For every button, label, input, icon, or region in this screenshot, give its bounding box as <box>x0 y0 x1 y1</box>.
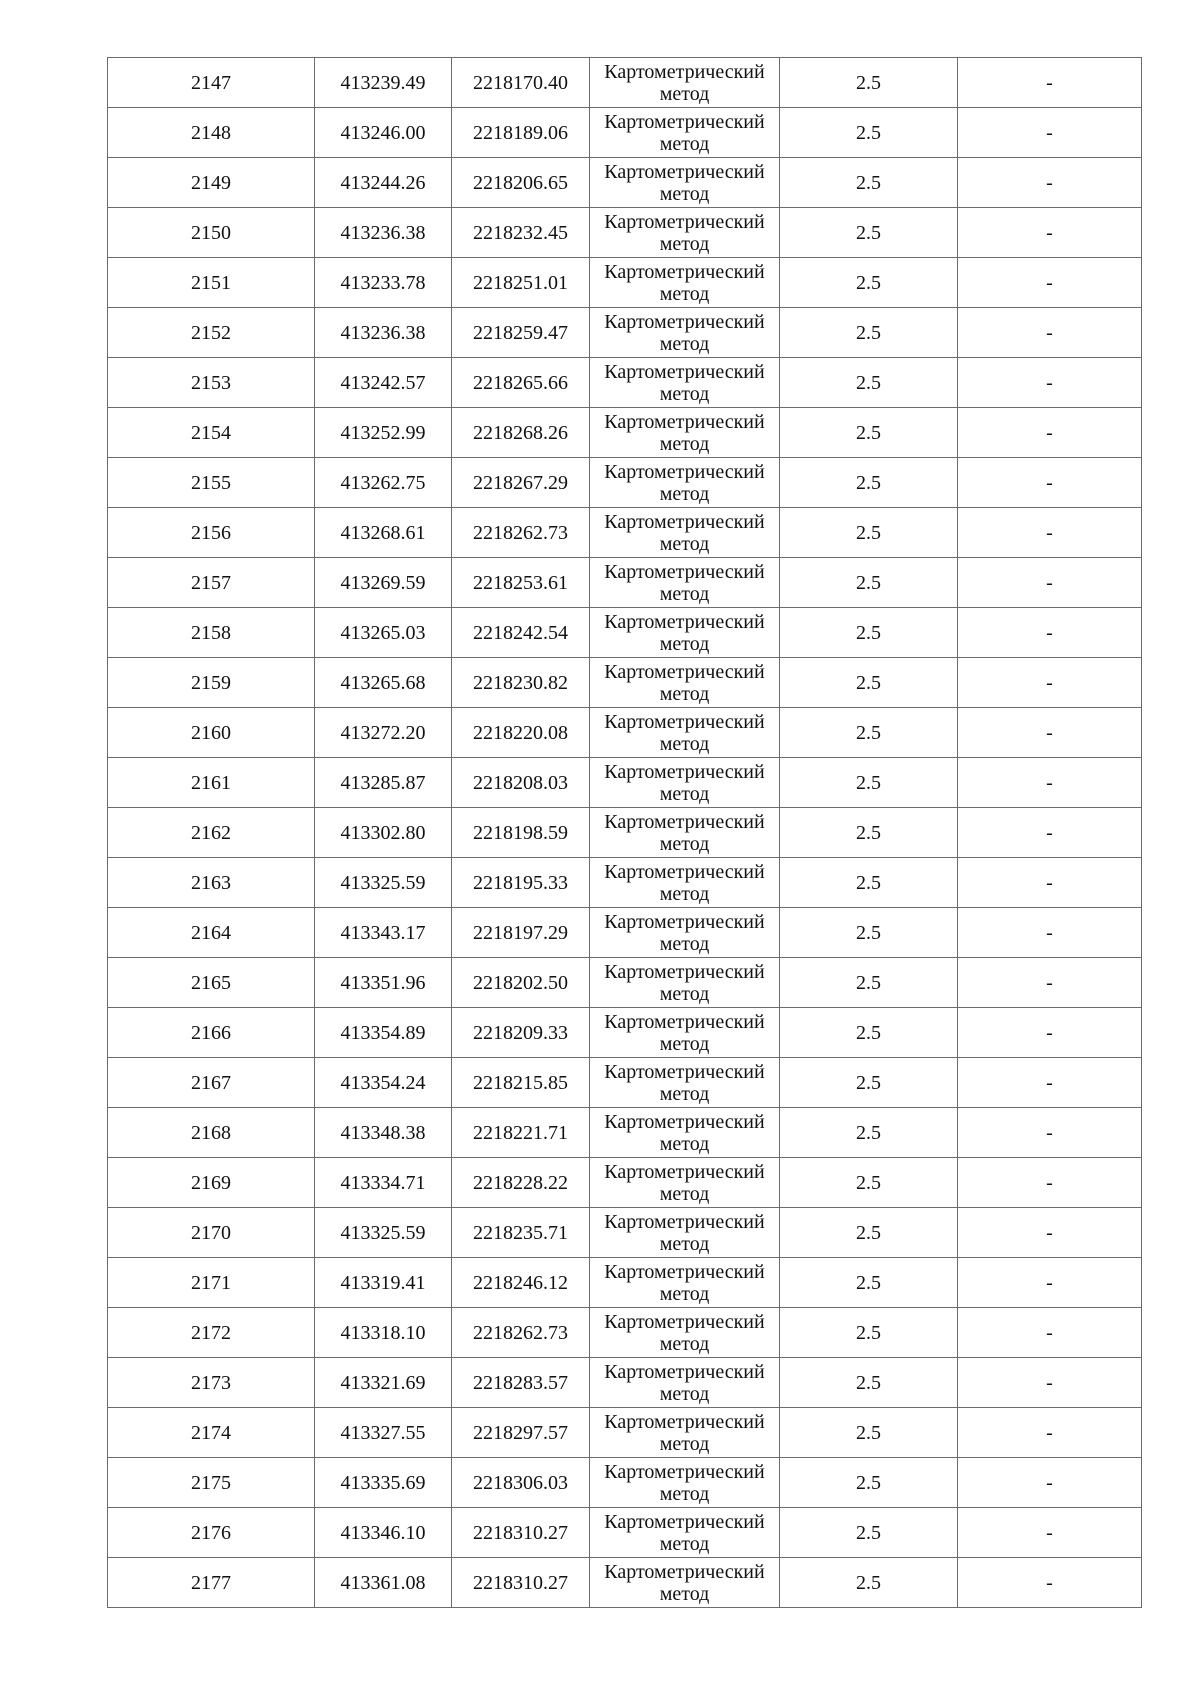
note-cell: - <box>958 1058 1142 1108</box>
accuracy-cell: 2.5 <box>780 908 958 958</box>
accuracy-cell: 2.5 <box>780 558 958 608</box>
y-coordinate-cell: 2218170.40 <box>452 58 590 108</box>
y-coordinate-cell: 2218195.33 <box>452 858 590 908</box>
table-row <box>108 758 1142 808</box>
point-number-cell: 2153 <box>108 358 315 408</box>
y-coordinate-cell: 2218232.45 <box>452 208 590 258</box>
table-row <box>108 108 1142 158</box>
point-number-cell: 2172 <box>108 1308 315 1358</box>
point-number-cell: 2147 <box>108 58 315 108</box>
x-coordinate-cell: 413321.69 <box>315 1358 452 1408</box>
note-cell: - <box>958 1308 1142 1358</box>
y-coordinate-cell: 2218202.50 <box>452 958 590 1008</box>
accuracy-cell: 2.5 <box>780 608 958 658</box>
point-number-cell: 2161 <box>108 758 315 808</box>
method-cell: Картометрический метод <box>590 758 780 808</box>
y-coordinate-cell: 2218297.57 <box>452 1408 590 1458</box>
note-cell: - <box>958 1008 1142 1058</box>
y-coordinate-cell: 2218262.73 <box>452 508 590 558</box>
method-cell: Картометрический метод <box>590 608 780 658</box>
point-number-cell: 2176 <box>108 1508 315 1558</box>
note-cell: - <box>958 58 1142 108</box>
y-coordinate-cell: 2218268.26 <box>452 408 590 458</box>
method-cell: Картометрический метод <box>590 258 780 308</box>
y-coordinate-cell: 2218251.01 <box>452 258 590 308</box>
accuracy-cell: 2.5 <box>780 1458 958 1508</box>
note-cell: - <box>958 858 1142 908</box>
point-number-cell: 2167 <box>108 1058 315 1108</box>
note-cell: - <box>958 108 1142 158</box>
table-row <box>108 1258 1142 1308</box>
point-number-cell: 2175 <box>108 1458 315 1508</box>
accuracy-cell: 2.5 <box>780 1208 958 1258</box>
table-row <box>108 1158 1142 1208</box>
accuracy-cell: 2.5 <box>780 1558 958 1608</box>
x-coordinate-cell: 413325.59 <box>315 858 452 908</box>
point-number-cell: 2165 <box>108 958 315 1008</box>
method-cell: Картометрический метод <box>590 358 780 408</box>
x-coordinate-cell: 413361.08 <box>315 1558 452 1608</box>
x-coordinate-cell: 413318.10 <box>315 1308 452 1358</box>
table-row <box>108 1108 1142 1158</box>
y-coordinate-cell: 2218235.71 <box>452 1208 590 1258</box>
method-cell: Картометрический метод <box>590 908 780 958</box>
note-cell: - <box>958 158 1142 208</box>
method-cell: Картометрический метод <box>590 458 780 508</box>
accuracy-cell: 2.5 <box>780 658 958 708</box>
point-number-cell: 2149 <box>108 158 315 208</box>
table-row <box>108 158 1142 208</box>
table-row <box>108 1308 1142 1358</box>
table-row <box>108 1558 1142 1608</box>
y-coordinate-cell: 2218209.33 <box>452 1008 590 1058</box>
table-row <box>108 858 1142 908</box>
x-coordinate-cell: 413236.38 <box>315 308 452 358</box>
accuracy-cell: 2.5 <box>780 1258 958 1308</box>
y-coordinate-cell: 2218198.59 <box>452 808 590 858</box>
x-coordinate-cell: 413268.61 <box>315 508 452 558</box>
point-number-cell: 2162 <box>108 808 315 858</box>
point-number-cell: 2158 <box>108 608 315 658</box>
accuracy-cell: 2.5 <box>780 858 958 908</box>
x-coordinate-cell: 413265.03 <box>315 608 452 658</box>
table-row <box>108 1058 1142 1108</box>
x-coordinate-cell: 413252.99 <box>315 408 452 458</box>
x-coordinate-cell: 413236.38 <box>315 208 452 258</box>
x-coordinate-cell: 413348.38 <box>315 1108 452 1158</box>
table-row <box>108 258 1142 308</box>
accuracy-cell: 2.5 <box>780 1358 958 1408</box>
table-row <box>108 558 1142 608</box>
table-row <box>108 1458 1142 1508</box>
y-coordinate-cell: 2218189.06 <box>452 108 590 158</box>
method-cell: Картометрический метод <box>590 1508 780 1558</box>
method-cell: Картометрический метод <box>590 1158 780 1208</box>
x-coordinate-cell: 413327.55 <box>315 1408 452 1458</box>
table-row <box>108 608 1142 658</box>
method-cell: Картометрический метод <box>590 1008 780 1058</box>
table-row <box>108 358 1142 408</box>
point-number-cell: 2170 <box>108 1208 315 1258</box>
note-cell: - <box>958 1408 1142 1458</box>
accuracy-cell: 2.5 <box>780 258 958 308</box>
note-cell: - <box>958 708 1142 758</box>
x-coordinate-cell: 413262.75 <box>315 458 452 508</box>
note-cell: - <box>958 358 1142 408</box>
method-cell: Картометрический метод <box>590 808 780 858</box>
x-coordinate-cell: 413319.41 <box>315 1258 452 1308</box>
x-coordinate-cell: 413239.49 <box>315 58 452 108</box>
accuracy-cell: 2.5 <box>780 58 958 108</box>
x-coordinate-cell: 413285.87 <box>315 758 452 808</box>
x-coordinate-cell: 413343.17 <box>315 908 452 958</box>
note-cell: - <box>958 408 1142 458</box>
x-coordinate-cell: 413346.10 <box>315 1508 452 1558</box>
note-cell: - <box>958 308 1142 358</box>
table-row <box>108 308 1142 358</box>
y-coordinate-cell: 2218215.85 <box>452 1058 590 1108</box>
note-cell: - <box>958 1208 1142 1258</box>
x-coordinate-cell: 413242.57 <box>315 358 452 408</box>
method-cell: Картометрический метод <box>590 1258 780 1308</box>
accuracy-cell: 2.5 <box>780 1508 958 1558</box>
point-number-cell: 2169 <box>108 1158 315 1208</box>
point-number-cell: 2152 <box>108 308 315 358</box>
accuracy-cell: 2.5 <box>780 358 958 408</box>
note-cell: - <box>958 758 1142 808</box>
point-number-cell: 2163 <box>108 858 315 908</box>
point-number-cell: 2173 <box>108 1358 315 1408</box>
accuracy-cell: 2.5 <box>780 458 958 508</box>
y-coordinate-cell: 2218208.03 <box>452 758 590 808</box>
y-coordinate-cell: 2218230.82 <box>452 658 590 708</box>
point-number-cell: 2166 <box>108 1008 315 1058</box>
table-row <box>108 208 1142 258</box>
accuracy-cell: 2.5 <box>780 808 958 858</box>
y-coordinate-cell: 2218220.08 <box>452 708 590 758</box>
x-coordinate-cell: 413233.78 <box>315 258 452 308</box>
accuracy-cell: 2.5 <box>780 108 958 158</box>
point-number-cell: 2159 <box>108 658 315 708</box>
x-coordinate-cell: 413244.26 <box>315 158 452 208</box>
y-coordinate-cell: 2218265.66 <box>452 358 590 408</box>
table-row <box>108 408 1142 458</box>
method-cell: Картометрический метод <box>590 1108 780 1158</box>
method-cell: Картометрический метод <box>590 558 780 608</box>
point-number-cell: 2168 <box>108 1108 315 1158</box>
note-cell: - <box>958 258 1142 308</box>
note-cell: - <box>958 1258 1142 1308</box>
table-row <box>108 908 1142 958</box>
point-number-cell: 2171 <box>108 1258 315 1308</box>
table-row <box>108 458 1142 508</box>
x-coordinate-cell: 413351.96 <box>315 958 452 1008</box>
method-cell: Картометрический метод <box>590 1458 780 1508</box>
point-number-cell: 2150 <box>108 208 315 258</box>
note-cell: - <box>958 558 1142 608</box>
accuracy-cell: 2.5 <box>780 1008 958 1058</box>
method-cell: Картометрический метод <box>590 1308 780 1358</box>
method-cell: Картометрический метод <box>590 858 780 908</box>
note-cell: - <box>958 1458 1142 1508</box>
x-coordinate-cell: 413354.24 <box>315 1058 452 1108</box>
table-row <box>108 1008 1142 1058</box>
y-coordinate-cell: 2218283.57 <box>452 1358 590 1408</box>
table-row <box>108 708 1142 758</box>
note-cell: - <box>958 1358 1142 1408</box>
note-cell: - <box>958 208 1142 258</box>
y-coordinate-cell: 2218310.27 <box>452 1558 590 1608</box>
method-cell: Картометрический метод <box>590 958 780 1008</box>
method-cell: Картометрический метод <box>590 658 780 708</box>
y-coordinate-cell: 2218246.12 <box>452 1258 590 1308</box>
point-number-cell: 2160 <box>108 708 315 758</box>
note-cell: - <box>958 958 1142 1008</box>
x-coordinate-cell: 413265.68 <box>315 658 452 708</box>
y-coordinate-cell: 2218242.54 <box>452 608 590 658</box>
method-cell: Картометрический метод <box>590 308 780 358</box>
method-cell: Картометрический метод <box>590 708 780 758</box>
table-row <box>108 1508 1142 1558</box>
x-coordinate-cell: 413325.59 <box>315 1208 452 1258</box>
y-coordinate-cell: 2218259.47 <box>452 308 590 358</box>
accuracy-cell: 2.5 <box>780 1408 958 1458</box>
x-coordinate-cell: 413272.20 <box>315 708 452 758</box>
y-coordinate-cell: 2218228.22 <box>452 1158 590 1208</box>
note-cell: - <box>958 1158 1142 1208</box>
accuracy-cell: 2.5 <box>780 708 958 758</box>
accuracy-cell: 2.5 <box>780 408 958 458</box>
accuracy-cell: 2.5 <box>780 208 958 258</box>
x-coordinate-cell: 413302.80 <box>315 808 452 858</box>
y-coordinate-cell: 2218267.29 <box>452 458 590 508</box>
accuracy-cell: 2.5 <box>780 1108 958 1158</box>
point-number-cell: 2157 <box>108 558 315 608</box>
method-cell: Картометрический метод <box>590 408 780 458</box>
method-cell: Картометрический метод <box>590 1558 780 1608</box>
y-coordinate-cell: 2218197.29 <box>452 908 590 958</box>
point-number-cell: 2156 <box>108 508 315 558</box>
method-cell: Картометрический метод <box>590 508 780 558</box>
point-number-cell: 2155 <box>108 458 315 508</box>
method-cell: Картометрический метод <box>590 108 780 158</box>
note-cell: - <box>958 908 1142 958</box>
note-cell: - <box>958 808 1142 858</box>
point-number-cell: 2174 <box>108 1408 315 1458</box>
y-coordinate-cell: 2218253.61 <box>452 558 590 608</box>
point-number-cell: 2154 <box>108 408 315 458</box>
note-cell: - <box>958 458 1142 508</box>
accuracy-cell: 2.5 <box>780 508 958 558</box>
coordinates-table <box>107 57 1142 1608</box>
method-cell: Картометрический метод <box>590 1408 780 1458</box>
accuracy-cell: 2.5 <box>780 958 958 1008</box>
table-row <box>108 58 1142 108</box>
y-coordinate-cell: 2218262.73 <box>452 1308 590 1358</box>
point-number-cell: 2164 <box>108 908 315 958</box>
table-row <box>108 658 1142 708</box>
y-coordinate-cell: 2218306.03 <box>452 1458 590 1508</box>
table-row <box>108 958 1142 1008</box>
x-coordinate-cell: 413335.69 <box>315 1458 452 1508</box>
note-cell: - <box>958 508 1142 558</box>
accuracy-cell: 2.5 <box>780 1158 958 1208</box>
table-row <box>108 808 1142 858</box>
method-cell: Картометрический метод <box>590 1208 780 1258</box>
note-cell: - <box>958 608 1142 658</box>
y-coordinate-cell: 2218206.65 <box>452 158 590 208</box>
table-row <box>108 1208 1142 1258</box>
x-coordinate-cell: 413246.00 <box>315 108 452 158</box>
table-row <box>108 508 1142 558</box>
point-number-cell: 2148 <box>108 108 315 158</box>
table-body <box>108 58 1142 1608</box>
x-coordinate-cell: 413354.89 <box>315 1008 452 1058</box>
note-cell: - <box>958 1108 1142 1158</box>
x-coordinate-cell: 413334.71 <box>315 1158 452 1208</box>
point-number-cell: 2151 <box>108 258 315 308</box>
point-number-cell: 2177 <box>108 1558 315 1608</box>
x-coordinate-cell: 413269.59 <box>315 558 452 608</box>
accuracy-cell: 2.5 <box>780 1058 958 1108</box>
y-coordinate-cell: 2218221.71 <box>452 1108 590 1158</box>
note-cell: - <box>958 658 1142 708</box>
method-cell: Картометрический метод <box>590 1058 780 1108</box>
table-row <box>108 1358 1142 1408</box>
accuracy-cell: 2.5 <box>780 758 958 808</box>
method-cell: Картометрический метод <box>590 158 780 208</box>
accuracy-cell: 2.5 <box>780 158 958 208</box>
method-cell: Картометрический метод <box>590 58 780 108</box>
note-cell: - <box>958 1508 1142 1558</box>
method-cell: Картометрический метод <box>590 1358 780 1408</box>
note-cell: - <box>958 1558 1142 1608</box>
accuracy-cell: 2.5 <box>780 308 958 358</box>
y-coordinate-cell: 2218310.27 <box>452 1508 590 1558</box>
method-cell: Картометрический метод <box>590 208 780 258</box>
table-row <box>108 1408 1142 1458</box>
accuracy-cell: 2.5 <box>780 1308 958 1358</box>
